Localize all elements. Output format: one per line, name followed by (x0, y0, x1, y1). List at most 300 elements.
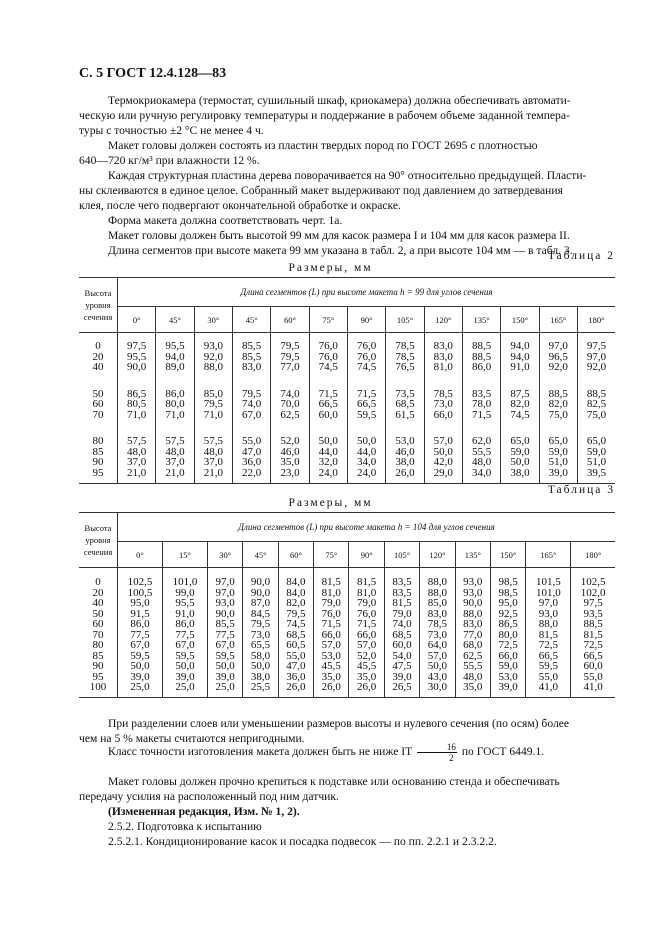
cell-value: 84,0 (286, 586, 306, 599)
cell-value: 59,5 (175, 649, 195, 662)
cell-value: 79,5 (250, 618, 271, 630)
segment-values (501, 333, 539, 381)
angle-header: 105° (384, 542, 419, 568)
cell-value: 90,0 (215, 607, 235, 620)
edition-note: (Измененная редакция, Изм. № 1, 2). (108, 805, 300, 818)
cell-value: 77,0 (280, 361, 300, 373)
cell-value: 51,0 (548, 456, 568, 468)
segment-values (207, 568, 242, 698)
cell-value: 78,0 (471, 398, 492, 410)
cell-value: 97,0 (215, 586, 235, 599)
cell-value: 57,5 (127, 435, 147, 447)
cell-value: 93,5 (583, 607, 603, 620)
table2-subtitle: Размеры, мм (288, 262, 373, 274)
cell-value: 59,0 (510, 445, 530, 458)
cell-value: 88,0 (427, 586, 448, 599)
text-line: Термокриокамера (термостат, сушильный шкаф, криокамера) должна обеспечивать автомати- (108, 94, 571, 107)
cell-value: 67,0 (242, 408, 262, 421)
cell-value: 73,0 (250, 628, 271, 641)
cell-value: 65,0 (548, 435, 568, 447)
angle-header: 15° (162, 542, 207, 568)
cell-value: 35,0 (280, 456, 300, 468)
angle-header: 0° (118, 307, 156, 333)
cell-value: 46,0 (280, 445, 300, 458)
cell-value: 41,0 (583, 681, 603, 693)
segment-values (309, 428, 347, 484)
cell-value: 85,0 (203, 387, 223, 400)
angle-header: 150° (501, 307, 539, 333)
cell-value: 50,0 (175, 660, 195, 672)
cell-value: 76,0 (321, 607, 341, 620)
segment-values (424, 333, 462, 381)
intro-paragraph (79, 213, 615, 228)
cell-value: 71,0 (165, 408, 185, 421)
cell-value: 48,0 (203, 445, 223, 458)
level-values (79, 568, 118, 698)
table-row-group (79, 333, 615, 381)
cell-value: 57,0 (427, 649, 448, 662)
cell-value: 66,5 (357, 398, 377, 410)
cell-value: 50,0 (318, 435, 338, 447)
segment-values (577, 428, 615, 484)
segment-values (490, 568, 525, 698)
cell-value: 71,0 (127, 408, 147, 421)
cell-value: 26,0 (286, 681, 306, 693)
cell-value: 62,5 (463, 649, 483, 662)
segment-values (424, 428, 462, 484)
cell-value: 57,0 (321, 639, 341, 651)
cell-value: 48,0 (165, 445, 185, 458)
cell-value: 85,5 (215, 618, 235, 630)
cell-value: 47,5 (392, 660, 412, 672)
cell-value: 37,0 (165, 456, 185, 468)
text-line: При разделении слоев или уменьшении размеров высоты и нулевого сечения (по осям) более (108, 717, 570, 730)
cell-value: 66,5 (318, 398, 338, 410)
cell-value: 81,0 (433, 361, 453, 373)
text-line: Макет головы должен быть высотой 99 мм для касок размера I и 104 мм для касок размера II. (108, 229, 570, 242)
segment-values (118, 333, 156, 381)
cell-value: 101,0 (172, 576, 198, 588)
cell-value: 65,5 (250, 639, 271, 651)
cell-value: 95,5 (127, 350, 147, 363)
segment-length-header: Длина сегментов (L) при высоте макета h = 99 для углов сечения (118, 278, 616, 307)
cell-value: 68,5 (392, 628, 412, 641)
cell-value: 66,5 (583, 649, 603, 662)
cell-value: 102,5 (127, 576, 153, 588)
cell-value: 36,0 (242, 456, 262, 468)
cell-value: 68,5 (395, 398, 415, 410)
cell-value: 32,0 (318, 456, 338, 468)
cell-value: 45,5 (321, 660, 341, 672)
segment-values (526, 568, 571, 698)
cell-value: 59,0 (548, 445, 568, 458)
cell-value: 50,0 (215, 660, 235, 672)
cell-value: 86,0 (130, 618, 150, 630)
paragraph-mounting (79, 774, 615, 804)
segment-values (271, 333, 309, 381)
cell-value: 26,0 (321, 681, 341, 693)
cell-value: 80,0 (498, 628, 518, 641)
cell-value: 35,0 (357, 670, 377, 683)
segment-values (424, 381, 462, 429)
cell-value: 72,5 (538, 639, 558, 651)
cell-value: 97,0 (538, 597, 558, 609)
cell-value: 53,0 (321, 649, 341, 662)
segment-values (162, 568, 207, 698)
cell-value: 95 (92, 670, 104, 683)
cell-value: 80 (92, 435, 104, 447)
angle-header: 105° (386, 307, 424, 333)
text-fragment: Класс точности изготовления макета должен быть не ниже IT (108, 745, 413, 759)
angle-header: 120° (420, 542, 455, 568)
segment-values (539, 333, 577, 381)
cell-value: 92,5 (498, 607, 518, 620)
angle-header: 75° (309, 307, 347, 333)
cell-value: 87,5 (510, 387, 530, 400)
table3 (79, 512, 615, 698)
text-line: чем на 5 % макеты считаются непригодными. (79, 732, 305, 745)
cell-value: 60 (92, 618, 104, 630)
level-values (79, 428, 118, 484)
cell-value: 71,5 (321, 618, 341, 630)
cell-value: 83,5 (392, 586, 412, 599)
angle-header: 0° (118, 542, 163, 568)
cell-value: 81,5 (392, 597, 412, 609)
cell-value: 83,0 (433, 350, 453, 363)
cell-value: 102,5 (580, 576, 606, 588)
table2 (79, 277, 615, 484)
cell-value: 34,0 (471, 466, 492, 479)
segment-values (347, 333, 385, 381)
cell-value: 67,0 (175, 639, 195, 651)
cell-value: 98,5 (498, 586, 518, 599)
cell-value: 53,0 (498, 670, 518, 683)
cell-value: 48,0 (127, 445, 147, 458)
cell-value: 57,5 (203, 435, 223, 447)
segment-values (386, 333, 424, 381)
cell-value: 80 (92, 639, 104, 651)
cell-value: 81,5 (538, 628, 558, 641)
cell-value: 79,0 (357, 597, 377, 609)
cell-value: 26,0 (395, 466, 415, 479)
cell-value: 88,5 (548, 387, 568, 400)
segment-values (309, 381, 347, 429)
cell-value: 90 (92, 456, 104, 468)
cell-value: 51,0 (586, 456, 607, 468)
cell-value: 75,0 (586, 408, 607, 421)
cell-value: 22,0 (242, 466, 262, 479)
cell-value: 85 (92, 445, 104, 458)
cell-value: 74,0 (242, 398, 262, 410)
cell-value: 72,5 (583, 639, 603, 651)
cell-value: 101,0 (535, 586, 561, 599)
cell-value: 52,0 (280, 435, 300, 447)
cell-value: 45,5 (357, 660, 377, 672)
table-row-group (79, 381, 615, 429)
cell-value: 34,0 (357, 456, 377, 468)
cell-value: 25,0 (175, 681, 195, 693)
cell-value: 88,5 (586, 387, 607, 400)
cell-value: 39,0 (498, 681, 518, 693)
cell-value: 81,5 (583, 628, 603, 641)
cell-value: 81,5 (357, 576, 377, 588)
cell-value: 38,0 (395, 456, 415, 468)
cell-value: 71,5 (357, 387, 377, 400)
cell-value: 73,5 (395, 387, 415, 400)
cell-value: 97,5 (583, 597, 603, 609)
angle-header: 90° (347, 307, 385, 333)
cell-value: 97,0 (548, 340, 568, 352)
cell-value: 74,5 (318, 361, 338, 373)
cell-value: 58,0 (250, 649, 271, 662)
angle-header: 30° (207, 542, 242, 568)
angle-header: 150° (490, 542, 525, 568)
cell-value: 73,0 (433, 398, 453, 410)
cell-value: 97,5 (586, 340, 607, 352)
cell-value: 97,0 (215, 576, 235, 588)
cell-value: 46,0 (395, 445, 415, 458)
cell-value: 82,0 (510, 398, 530, 410)
segment-values (462, 428, 500, 484)
cell-value: 50,0 (357, 435, 377, 447)
cell-value: 73,0 (427, 628, 448, 641)
table2-caption: Таблица 2 (547, 250, 615, 262)
cell-value: 91,5 (130, 607, 150, 620)
fraction-numerator: 16 (417, 742, 457, 753)
segment-values (156, 381, 194, 429)
cell-value: 76,0 (318, 350, 338, 363)
cell-value: 38,0 (510, 466, 530, 479)
cell-value: 82,0 (286, 597, 306, 609)
cell-value: 89,0 (165, 361, 185, 373)
segment-values (386, 381, 424, 429)
cell-value: 25,5 (250, 681, 271, 693)
cell-value: 90,0 (463, 597, 483, 609)
cell-value: 79,0 (392, 607, 412, 620)
cell-value: 50 (92, 607, 104, 620)
cell-value: 39,0 (392, 670, 412, 683)
cell-value: 25,0 (130, 681, 150, 693)
paragraph-accuracy (79, 742, 615, 763)
cell-value: 81,0 (321, 586, 341, 599)
cell-value: 78,5 (427, 618, 448, 630)
intro-paragraph (79, 138, 615, 168)
cell-value: 21,0 (165, 466, 185, 479)
cell-value: 26,5 (392, 681, 412, 693)
cell-value: 29,0 (433, 466, 453, 479)
intro-paragraph (79, 168, 615, 213)
cell-value: 50,0 (433, 445, 453, 458)
segment-values (501, 381, 539, 429)
segment-values (118, 381, 156, 429)
cell-value: 55,0 (242, 435, 262, 447)
cell-value: 50,0 (130, 660, 150, 672)
cell-value: 88,5 (471, 350, 492, 363)
cell-value: 39,0 (215, 670, 235, 683)
segment-values (271, 428, 309, 484)
cell-value: 88,5 (583, 618, 603, 630)
cell-value: 86,0 (165, 387, 185, 400)
level-header: Высота уровня сечения (79, 513, 118, 568)
page-header: С. 5 ГОСТ 12.4.128—83 (79, 66, 227, 81)
segment-values (577, 333, 615, 381)
cell-value: 71,5 (471, 408, 492, 421)
cell-value: 76,0 (357, 340, 377, 352)
cell-value: 95,0 (498, 597, 518, 609)
cell-value: 83,0 (433, 340, 453, 352)
cell-value: 100,5 (127, 586, 153, 599)
cell-value: 50,0 (250, 660, 271, 672)
cell-value: 88,0 (463, 607, 483, 620)
cell-value: 91,0 (175, 607, 195, 620)
text-line: Длина сегментов при высоте макета 99 мм указана в табл. 2, а при высоте 104 мм — в табл. 3. (108, 244, 573, 257)
cell-value: 55,0 (538, 670, 558, 683)
segment-values (156, 333, 194, 381)
cell-value: 77,5 (175, 628, 195, 641)
segment-values (232, 333, 270, 381)
cell-value: 57,5 (165, 435, 185, 447)
table3-caption: Таблица 3 (547, 484, 615, 496)
angle-header: 180° (571, 542, 615, 568)
cell-value: 96,5 (548, 350, 568, 363)
cell-value: 74,5 (357, 361, 377, 373)
segment-values (232, 381, 270, 429)
angle-header: 45° (156, 307, 194, 333)
cell-value: 40 (92, 361, 104, 373)
cell-value: 65,0 (510, 435, 530, 447)
cell-value: 67,0 (130, 639, 150, 651)
segment-values (420, 568, 455, 698)
cell-value: 48,0 (463, 670, 483, 683)
cell-value: 21,0 (203, 466, 223, 479)
cell-value: 66,0 (433, 408, 453, 421)
cell-value: 83,0 (463, 618, 483, 630)
cell-value: 50,0 (427, 660, 448, 672)
angle-header: 135° (455, 542, 490, 568)
segment-values (347, 428, 385, 484)
cell-value: 66,5 (538, 649, 558, 662)
cell-value: 55,5 (463, 660, 483, 672)
cell-value: 94,0 (510, 350, 530, 363)
section-2-5-2-1: 2.5.2.1. Кондиционирование касок и посадка подвесок — по пп. 2.2.1 и 2.3.2.2. (108, 835, 497, 848)
text-line: 640—720 кг/м³ при влажности 12 %. (79, 154, 260, 167)
cell-value: 39,0 (175, 670, 195, 683)
cell-value: 44,0 (357, 445, 377, 458)
text-line: Макет головы должен состоять из пластин твердых пород по ГОСТ 2695 с плотностью (108, 139, 538, 152)
cell-value: 91,0 (510, 361, 530, 373)
segment-values (462, 381, 500, 429)
cell-value: 41,0 (538, 681, 558, 693)
cell-value: 43,0 (427, 670, 448, 683)
segment-values (194, 333, 232, 381)
cell-value: 85,5 (242, 340, 262, 352)
segment-values (156, 428, 194, 484)
cell-value: 38,0 (250, 670, 271, 683)
cell-value: 102,0 (580, 586, 606, 599)
cell-value: 83,0 (242, 361, 262, 373)
cell-value: 95,5 (165, 340, 185, 352)
segment-values (384, 568, 419, 698)
cell-value: 57,0 (433, 435, 453, 447)
cell-value: 92,0 (586, 361, 607, 373)
cell-value: 93,0 (538, 607, 558, 620)
segment-values (118, 428, 156, 484)
level-values (79, 381, 118, 429)
cell-value: 92,0 (548, 361, 568, 373)
cell-value: 0 (95, 576, 101, 588)
cell-value: 74,5 (286, 618, 306, 630)
cell-value: 48,0 (471, 456, 492, 468)
cell-value: 52,0 (357, 649, 377, 662)
angle-header: 165° (526, 542, 571, 568)
intro-paragraph (79, 93, 615, 138)
intro-text (79, 93, 615, 258)
cell-value: 24,0 (318, 466, 338, 479)
segment-values (539, 428, 577, 484)
cell-value: 44,0 (318, 445, 338, 458)
cell-value: 85,5 (242, 350, 262, 363)
cell-value: 66,0 (357, 628, 377, 641)
cell-value: 37,0 (127, 456, 147, 468)
cell-value: 93,0 (463, 586, 483, 599)
segment-values (271, 381, 309, 429)
cell-value: 93,0 (463, 576, 483, 588)
segment-values (386, 428, 424, 484)
cell-value: 71,0 (203, 408, 223, 421)
cell-value: 66,0 (321, 628, 341, 641)
cell-value: 68,5 (286, 628, 306, 641)
cell-value: 74,0 (280, 387, 300, 400)
fraction (417, 742, 457, 763)
segment-values (455, 568, 490, 698)
cell-value: 100 (89, 681, 107, 693)
cell-value: 76,0 (357, 607, 377, 620)
cell-value: 97,5 (127, 340, 147, 352)
cell-value: 60,0 (583, 660, 603, 672)
segment-values (577, 381, 615, 429)
text-line: клея, после чего подвергают окончательной обработке и окраске. (79, 199, 401, 212)
cell-value: 40 (92, 597, 104, 609)
cell-value: 70 (92, 408, 104, 421)
cell-value: 79,0 (321, 597, 341, 609)
cell-value: 59,5 (130, 649, 150, 662)
cell-value: 64,0 (427, 639, 448, 651)
cell-value: 90 (92, 660, 104, 672)
cell-value: 86,0 (175, 618, 195, 630)
cell-value: 97,0 (586, 350, 607, 363)
cell-value: 95,0 (130, 597, 150, 609)
cell-value: 42,0 (433, 456, 453, 468)
cell-value: 90,0 (250, 576, 271, 588)
cell-value: 70 (92, 628, 104, 641)
cell-value: 77,5 (130, 628, 150, 641)
cell-value: 35,0 (463, 681, 483, 693)
cell-value: 62,5 (280, 408, 300, 421)
cell-value: 39,5 (586, 466, 607, 479)
cell-value: 84,0 (286, 576, 306, 588)
cell-value: 81,5 (321, 576, 341, 588)
cell-value: 94,0 (510, 340, 530, 352)
segment-length-header: Длина сегментов (L) при высоте макета h = 104 для углов сечения (118, 513, 616, 542)
cell-value: 84,5 (250, 607, 271, 620)
segment-values (349, 568, 384, 698)
cell-value: 57,0 (357, 639, 377, 651)
cell-value: 77,5 (215, 628, 235, 641)
text-fragment: по ГОСТ 6449.1. (461, 745, 545, 759)
cell-value: 35,0 (321, 670, 341, 683)
cell-value: 76,0 (357, 350, 377, 363)
cell-value: 78,5 (395, 340, 415, 352)
